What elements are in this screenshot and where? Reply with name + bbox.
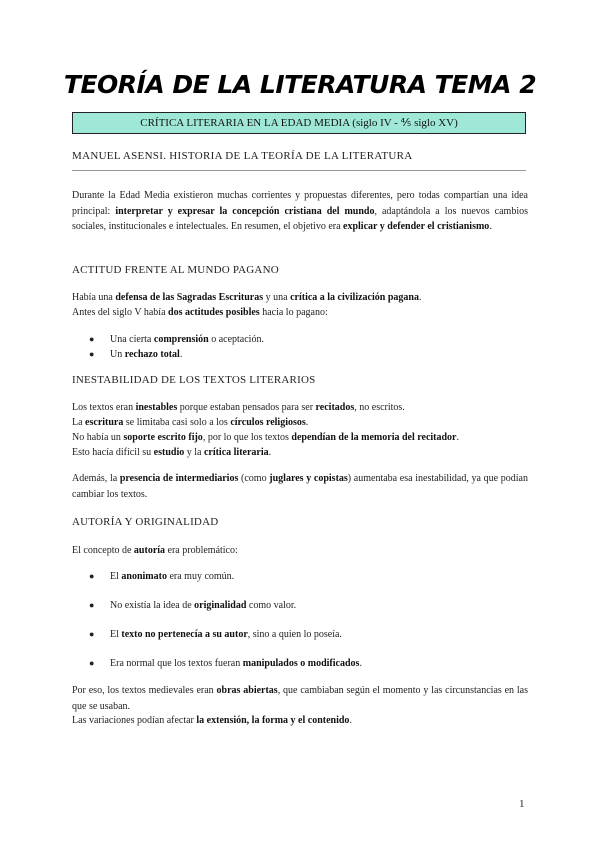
intro-paragraph	[72, 188, 528, 235]
text: , por lo que los textos	[202, 432, 292, 443]
text: Una cierta	[110, 334, 154, 345]
text: .	[418, 292, 422, 303]
bold-text: crítica literaria	[203, 447, 269, 458]
bold-text: obras abiertas	[216, 685, 278, 696]
text: Era normal que los textos fueran	[110, 658, 243, 669]
paragraph-pagano-1	[72, 290, 528, 306]
list-item	[72, 347, 528, 362]
text: El	[110, 571, 122, 582]
text: Los textos eran	[72, 402, 136, 413]
bold-text: la extensión, la forma y el contenido	[196, 715, 350, 726]
text: , no escritos.	[354, 402, 405, 413]
bold-text: escritura	[85, 417, 124, 428]
bold-text: explicar y defender el cristianismo	[343, 221, 490, 232]
text: , adaptándola a los nuevos cambios sociales, institucionales e intelectuales. En resumen, el objetivo era	[72, 205, 528, 232]
list-item	[72, 332, 528, 347]
bullet-list-autoria	[72, 656, 528, 671]
bold-text: texto no pertenecía a su autor	[121, 629, 248, 640]
page-number: 1	[519, 798, 525, 810]
paragraph-inestabilidad-line-4	[72, 445, 528, 461]
paragraph-inestabilidad-line-2	[72, 415, 528, 431]
text: Además, la	[72, 473, 120, 484]
bold-text: círculos religiosos	[230, 417, 306, 428]
text: Un	[110, 349, 125, 360]
bold-text: juglares y copistas	[269, 473, 348, 484]
paragraph-autoria-intro	[72, 543, 528, 559]
bold-text: presencia de intermediarios	[119, 473, 239, 484]
bullet-icon: ●	[89, 334, 95, 344]
bold-text: autoría	[133, 545, 166, 556]
text: .	[305, 417, 309, 428]
bold-text: recitados	[315, 402, 355, 413]
bullet-icon: ●	[89, 629, 95, 639]
text: o aceptación.	[208, 334, 264, 345]
bullet-list-autoria	[72, 598, 528, 613]
text: se limitaba casi solo a los	[123, 417, 231, 428]
list-item	[72, 627, 528, 642]
paragraph-inestabilidad-line-1	[72, 400, 528, 416]
paragraph-pagano-2	[72, 305, 528, 321]
bold-text: rechazo total	[124, 349, 180, 360]
bold-text: estudio	[153, 447, 185, 458]
text: Había una	[72, 292, 116, 303]
bullet-list-autoria	[72, 627, 528, 642]
paragraph-intermediarios	[72, 471, 528, 502]
bold-text: anonimato	[121, 571, 167, 582]
heading-pagano: ACTITUD FRENTE AL MUNDO PAGANO	[72, 264, 279, 276]
text: El	[110, 629, 122, 640]
text: .	[268, 447, 272, 458]
heading-autoria: AUTORÍA Y ORIGINALIDAD	[72, 516, 219, 528]
paragraph-inestabilidad-line-3	[72, 430, 528, 446]
text: Durante la Edad Media existieron muchas corrientes y propuestas diferentes, pero todas compartían una idea principal:	[72, 190, 528, 217]
list-item	[72, 598, 528, 613]
list-item	[72, 656, 528, 671]
text: era problemático:	[165, 545, 238, 556]
bullet-list-autoria	[72, 569, 528, 584]
text: El concepto de	[72, 545, 134, 556]
text: (como	[238, 473, 270, 484]
bullet-icon: ●	[89, 658, 95, 668]
page-title: TEORÍA DE LA LITERATURA TEMA 2	[63, 70, 537, 99]
bullet-icon: ●	[89, 600, 95, 610]
bold-text: crítica a la civilización pagana	[290, 292, 419, 303]
text: No había un	[72, 432, 124, 443]
text: como valor.	[246, 600, 297, 611]
text: .	[179, 349, 183, 360]
text: era muy común.	[166, 571, 235, 582]
author-line: MANUEL ASENSI. HISTORIA DE LA TEORÍA DE LA LITERATURA	[72, 150, 413, 162]
heading-inestabilidad: INESTABILIDAD DE LOS TEXTOS LITERARIOS	[72, 374, 316, 386]
text: ) aumentaba esa inestabilidad, ya que podían cambiar los textos.	[72, 473, 528, 500]
text: .	[349, 715, 352, 726]
text: .	[489, 221, 492, 232]
bold-text: defensa de las Sagradas Escrituras	[115, 292, 264, 303]
text: , que cambiaban según el momento y las circunstancias en las que se usaban.	[72, 685, 529, 712]
bold-text: dependían de la memoria del recitador	[291, 432, 457, 443]
text: Por eso, los textos medievales eran	[72, 685, 217, 696]
bold-text: dos actitudes posibles	[168, 307, 260, 318]
list-item	[72, 569, 528, 584]
text: Esto hacía difícil su	[72, 447, 154, 458]
section-banner: CRÍTICA LITERARIA EN LA EDAD MEDIA (siglo IV - ⅘ siglo XV)	[72, 112, 526, 134]
bold-text: comprensión	[153, 334, 209, 345]
text: y una	[263, 292, 291, 303]
bold-text: originalidad	[194, 600, 247, 611]
text: .	[456, 432, 459, 443]
paragraph-variaciones	[72, 713, 528, 729]
bullet-list-pagano	[72, 332, 528, 362]
text: y la	[184, 447, 204, 458]
text: hacia lo pagano:	[259, 307, 328, 318]
bold-text: interpretar y expresar la concepción cristiana del mundo	[115, 205, 375, 217]
bold-text: soporte escrito fijo	[123, 432, 203, 443]
bold-text: inestables	[135, 402, 178, 413]
text: , sino a quien lo poseía.	[247, 629, 342, 640]
divider-line	[72, 170, 526, 171]
bullet-icon: ●	[89, 349, 95, 359]
bold-text: manipulados o modificados	[242, 658, 360, 669]
text: Antes del siglo V había	[72, 307, 169, 318]
text: porque estaban pensados para ser	[177, 402, 316, 413]
text: .	[359, 658, 362, 669]
bullet-icon: ●	[89, 571, 95, 581]
text: Las variaciones podían afectar	[72, 715, 197, 726]
text: No existía la idea de	[110, 600, 195, 611]
paragraph-obras-abiertas	[72, 683, 528, 714]
text: La	[72, 417, 86, 428]
